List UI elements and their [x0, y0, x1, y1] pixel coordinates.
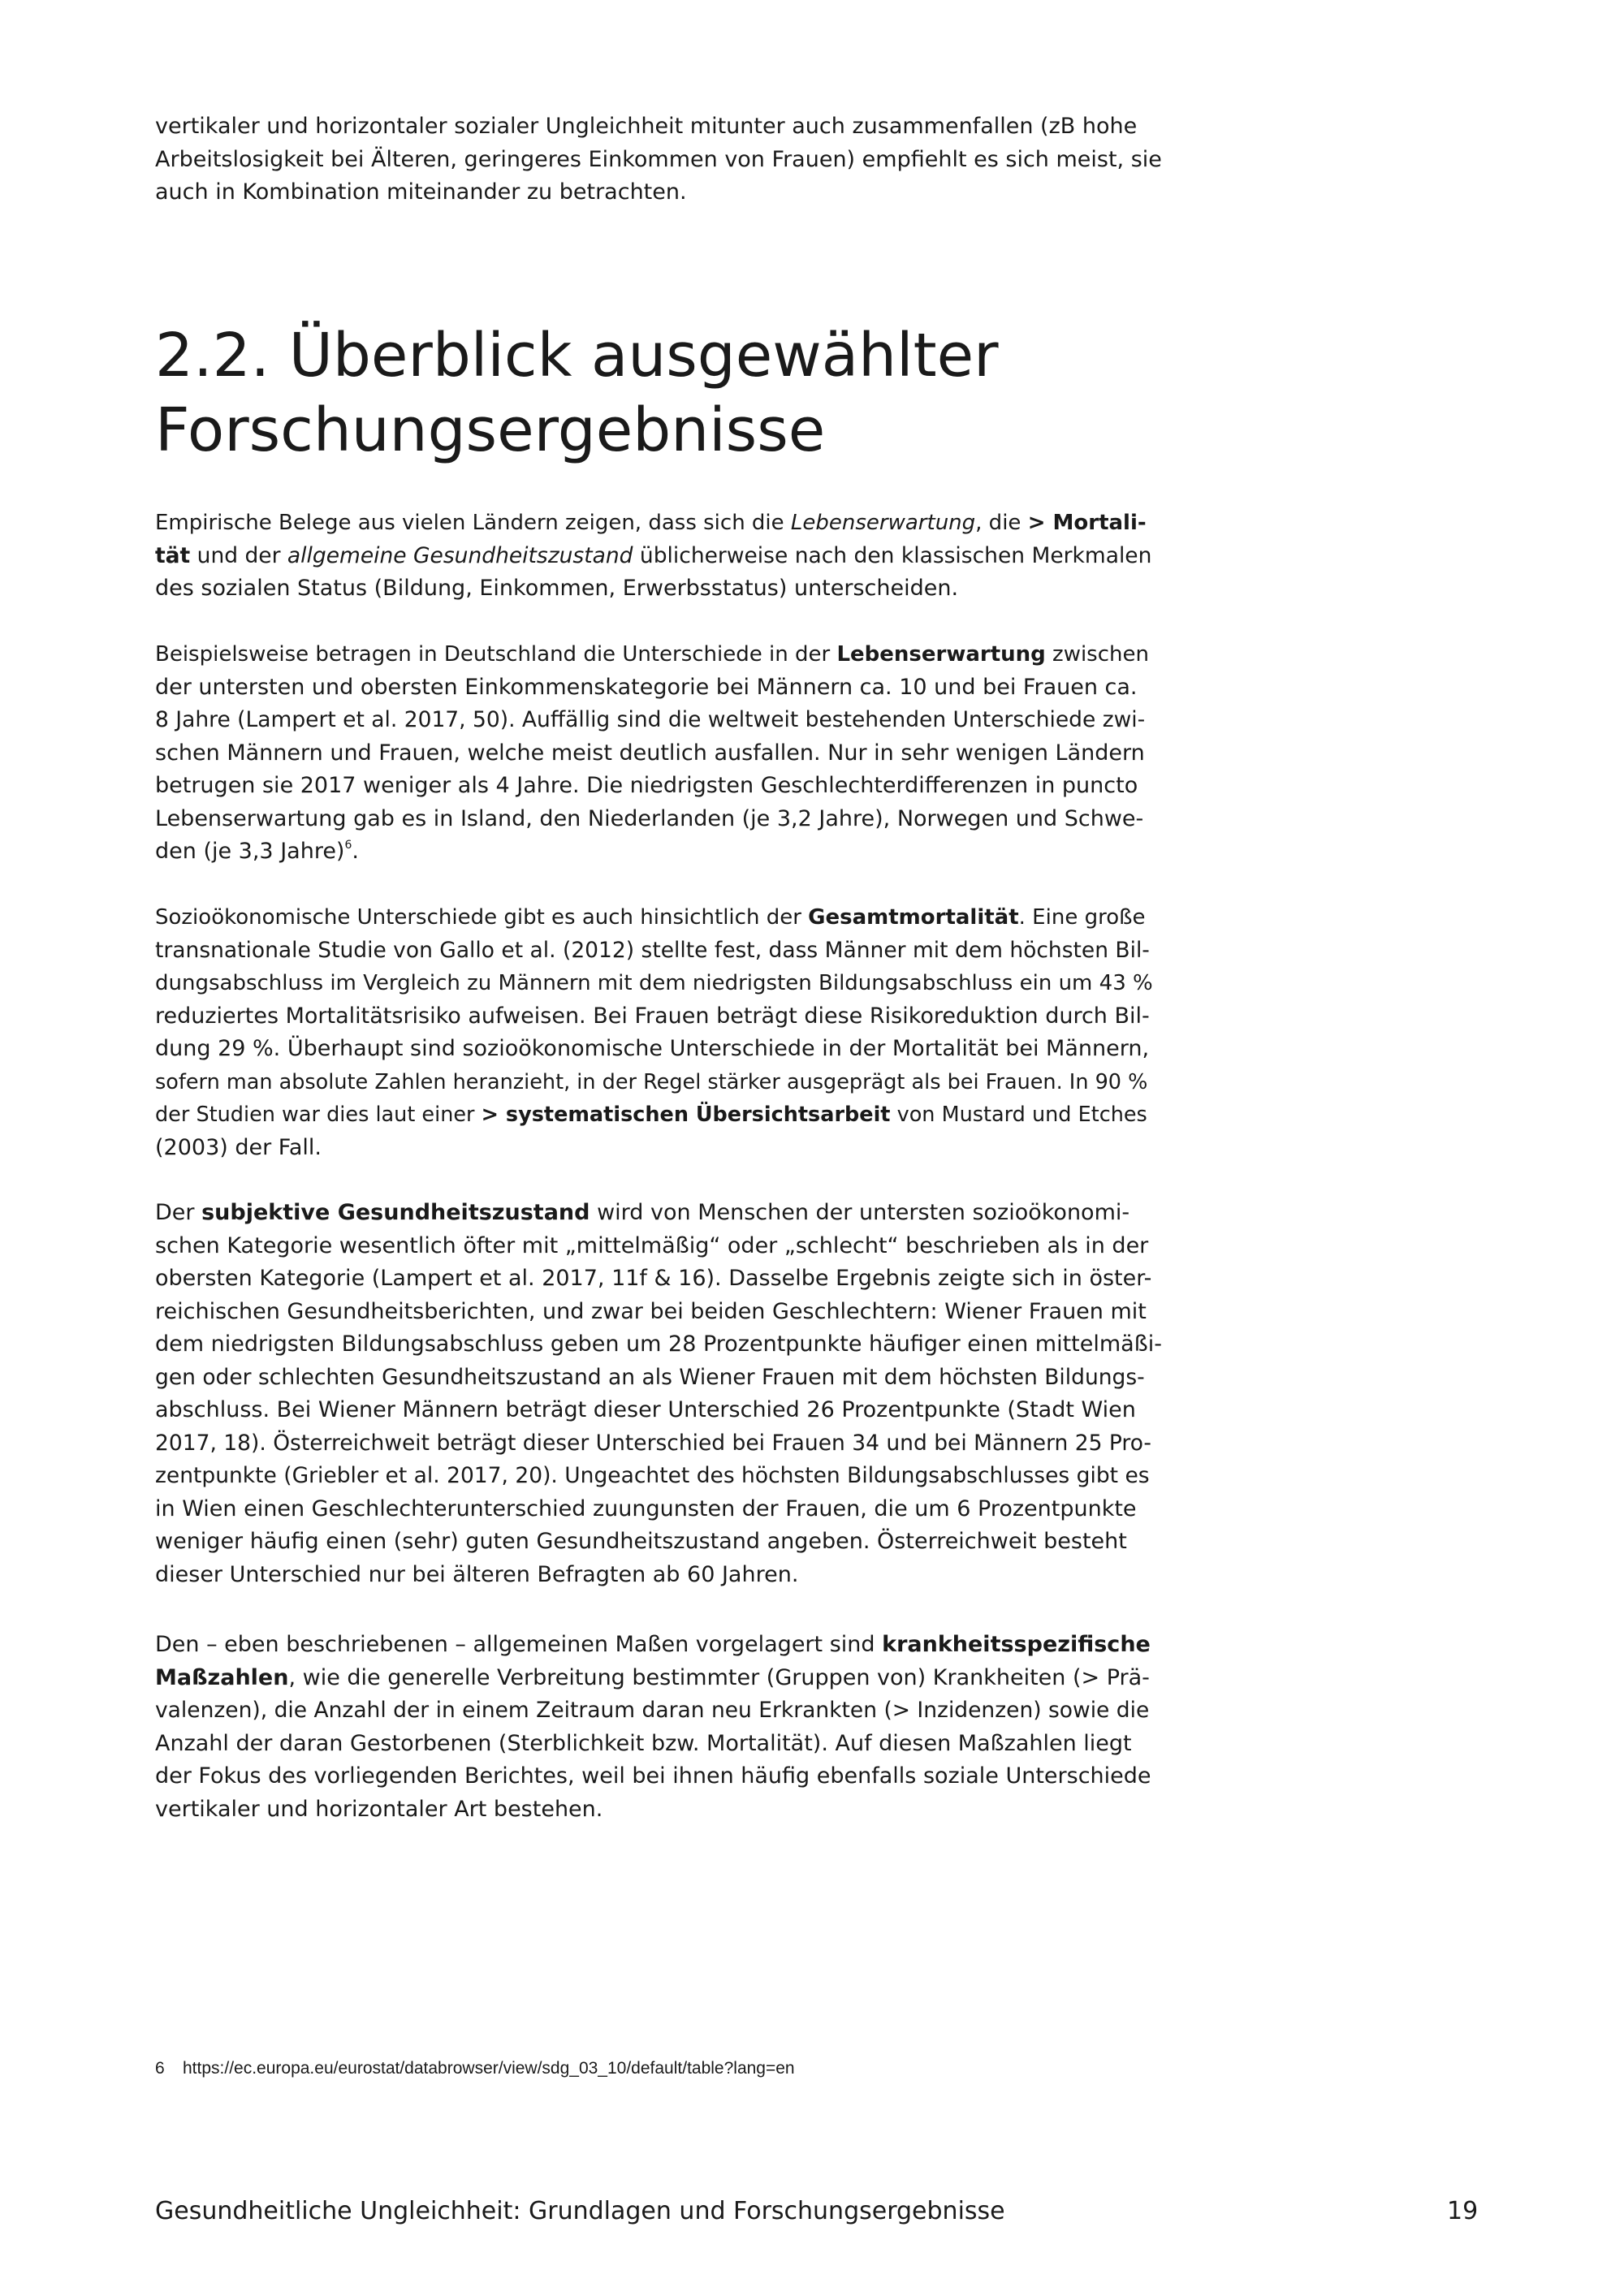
text-run: wird von Menschen der untersten sozioökonomi- [590, 1200, 1130, 1225]
text-run: und der [190, 542, 287, 568]
text-line: dieser Unterschied nur bei älteren Befragten ab 60 Jahren. [155, 1561, 799, 1587]
text-line: 2017, 18). Österreichweit beträgt dieser Unterschied bei Frauen 34 und bei Männern 25 Pro- [155, 1430, 1151, 1456]
text-line: valenzen), die Anzahl der in einem Zeitraum daran neu Erkrankten (> Inzidenzen) sowie die [155, 1698, 1150, 1723]
section-heading [155, 318, 999, 468]
text-line: dung 29 %. Überhaupt sind sozioökonomische Unterschiede in der Mortalität bei Männern, [155, 1036, 1150, 1061]
text-line: 8 Jahre (Lampert et al. 2017, 50). Auffällig sind die weltweit bestehenden Unterschiede zwi- [155, 707, 1146, 732]
bold-term: Gesamtmortalität [808, 905, 1019, 930]
text-run: Beispielsweise betragen in Deutschland die Unterschiede in der [155, 642, 837, 667]
text-line [155, 540, 1162, 573]
footnote-number: 6 [155, 2059, 165, 2078]
text-run: , die [975, 511, 1028, 535]
intro-paragraph [155, 110, 1162, 209]
text-run: üblicherweise nach den klassischen Merkmalen [633, 542, 1152, 568]
page-number: 19 [1447, 2197, 1479, 2225]
bold-term: subjektive Gesundheitszustand [201, 1200, 590, 1225]
text-run: allgemeine Gesundheitszustand [287, 542, 633, 568]
glossary-link-mortalitaet-cont[interactable]: tät [155, 542, 191, 568]
text-line [155, 1197, 1162, 1230]
text-line [155, 901, 1162, 934]
text-line: vertikaler und horizontaler sozialer Ungleichheit mitunter auch zusammenfallen (zB hohe [155, 114, 1138, 139]
footnote-reference[interactable]: 6 [344, 839, 352, 852]
text-run: Empirische Belege aus vielen Ländern zeigen, dass sich die [155, 511, 791, 535]
text-line: schen Kategorie wesentlich öfter mit „mittelmäßig“ oder „schlecht“ beschrieben als in der [155, 1232, 1149, 1258]
text-line: obersten Kategorie (Lampert et al. 2017, 11f & 16). Dasselbe Ergebnis zeigte sich in öster- [155, 1266, 1152, 1291]
text-line [155, 638, 1162, 671]
text-line: dungsabschluss im Vergleich zu Männern mit dem niedrigsten Bildungsabschluss ein um 43 % [155, 971, 1153, 995]
text-line: schen Männern und Frauen, welche meist deutlich ausfallen. Nur in sehr wenigen Ländern [155, 740, 1145, 766]
footnote [155, 2059, 795, 2078]
text-line: der Fokus des vorliegenden Berichtes, weil bei ihnen häufig ebenfalls soziale Unterschiede [155, 1763, 1151, 1789]
text-line: betrugen sie 2017 weniger als 4 Jahre. Die niedrigsten Geschlechterdifferenzen in puncto [155, 773, 1138, 798]
paragraph-masszahlen [155, 1629, 1162, 1826]
text-line [155, 1098, 1162, 1132]
text-run: Den – eben beschriebenen – allgemeinen Maßen vorgelagert sind [155, 1632, 883, 1657]
text-line: Anzahl der daran Gestorbenen (Sterblichkeit bzw. Mortalität). Auf diesen Maßzahlen liegt [155, 1730, 1132, 1756]
footer-title: Gesundheitliche Ungleichheit: Grundlagen und Forschungsergebnisse [155, 2197, 1005, 2225]
bold-term: Lebenserwartung [836, 642, 1046, 667]
text-line: weniger häufig einen (sehr) guten Gesundheitszustand angeben. Österreichweit besteht [155, 1529, 1127, 1554]
heading-line: 2.2. Überblick ausgewählter [155, 321, 999, 391]
text-run: . [352, 839, 359, 864]
text-run: Sozioökonomische Unterschiede gibt es auch hinsichtlich der [155, 905, 809, 930]
text-run: . Eine große [1018, 905, 1146, 930]
heading-line: Forschungsergebnisse [155, 395, 826, 465]
text-run: Lebenserwartung [790, 511, 976, 535]
text-line: der untersten und obersten Einkommenskategorie bei Männern ca. 10 und bei Frauen ca. [155, 674, 1138, 700]
text-line [155, 835, 1162, 869]
text-line: gen oder schlechten Gesundheitszustand an als Wiener Frauen mit dem höchsten Bildungs- [155, 1364, 1145, 1390]
text-line [155, 1662, 1162, 1695]
text-line: transnationale Studie von Gallo et al. (2012) stellte fest, dass Männer mit dem höchsten Bil- [155, 937, 1150, 963]
paragraph-mortality [155, 507, 1162, 606]
glossary-link-uebersichtsarbeit[interactable]: > systematischen Übersichtsarbeit [481, 1103, 891, 1127]
text-line [155, 507, 1162, 540]
text-run: Der [155, 1200, 202, 1225]
text-line [155, 1629, 1162, 1662]
text-line: des sozialen Status (Bildung, Einkommen, Erwerbsstatus) unterscheiden. [155, 576, 959, 601]
text-run: , wie die generelle Verbreitung bestimmter (Gruppen von) Krankheiten (> Prä- [288, 1664, 1150, 1690]
bold-term: Maßzahlen [155, 1664, 289, 1690]
text-run: zwischen [1045, 642, 1149, 667]
text-run: den (je 3,3 Jahre) [155, 839, 345, 864]
text-line: sofern man absolute Zahlen heranzieht, in der Regel stärker ausgeprägt als bei Frauen. In 90 % [155, 1069, 1148, 1094]
text-line: reduziertes Mortalitätsrisiko aufweisen. Bei Frauen beträgt diese Risikoreduktion durch Bil- [155, 1003, 1150, 1029]
text-line: Arbeitslosigkeit bei Älteren, geringeres Einkommen von Frauen) empfiehlt es sich meist, sie [155, 146, 1162, 172]
text-line: Lebenserwartung gab es in Island, den Niederlanden (je 3,2 Jahre), Norwegen und Schwe- [155, 805, 1144, 831]
text-line: in Wien einen Geschlechterunterschied zuungunsten der Frauen, die um 6 Prozentpunkte [155, 1495, 1137, 1521]
text-run: von Mustard und Etches [890, 1103, 1147, 1127]
text-run: der Studien war dies laut einer [155, 1103, 482, 1127]
bold-term: krankheitsspezifische [882, 1632, 1151, 1657]
text-line: abschluss. Bei Wiener Männern beträgt dieser Unterschied 26 Prozentpunkte (Stadt Wien [155, 1397, 1136, 1422]
text-line: (2003) der Fall. [155, 1134, 322, 1160]
footnote-url-link[interactable]: https://ec.europa.eu/eurostat/databrowser/view/sdg_03_10/default/table?lang=en [183, 2059, 795, 2078]
paragraph-gesundheitszustand [155, 1197, 1162, 1591]
text-line: dem niedrigsten Bildungsabschluss geben um 28 Prozentpunkte häufiger einen mittelmäßi- [155, 1331, 1162, 1357]
text-line: auch in Kombination miteinander zu betrachten. [155, 179, 687, 205]
text-line: vertikaler und horizontaler Art bestehen. [155, 1796, 603, 1822]
text-line: reichischen Gesundheitsberichten, und zwar bei beiden Geschlechtern: Wiener Frauen mit [155, 1298, 1147, 1324]
text-line: zentpunkte (Griebler et al. 2017, 20). Ungeachtet des höchsten Bildungsabschlusses gibt es [155, 1463, 1150, 1488]
paragraph-lebenserwartung [155, 638, 1162, 869]
glossary-link-mortalitaet[interactable]: > Mortali- [1027, 511, 1147, 535]
paragraph-gesamtmortalitaet [155, 901, 1162, 1164]
